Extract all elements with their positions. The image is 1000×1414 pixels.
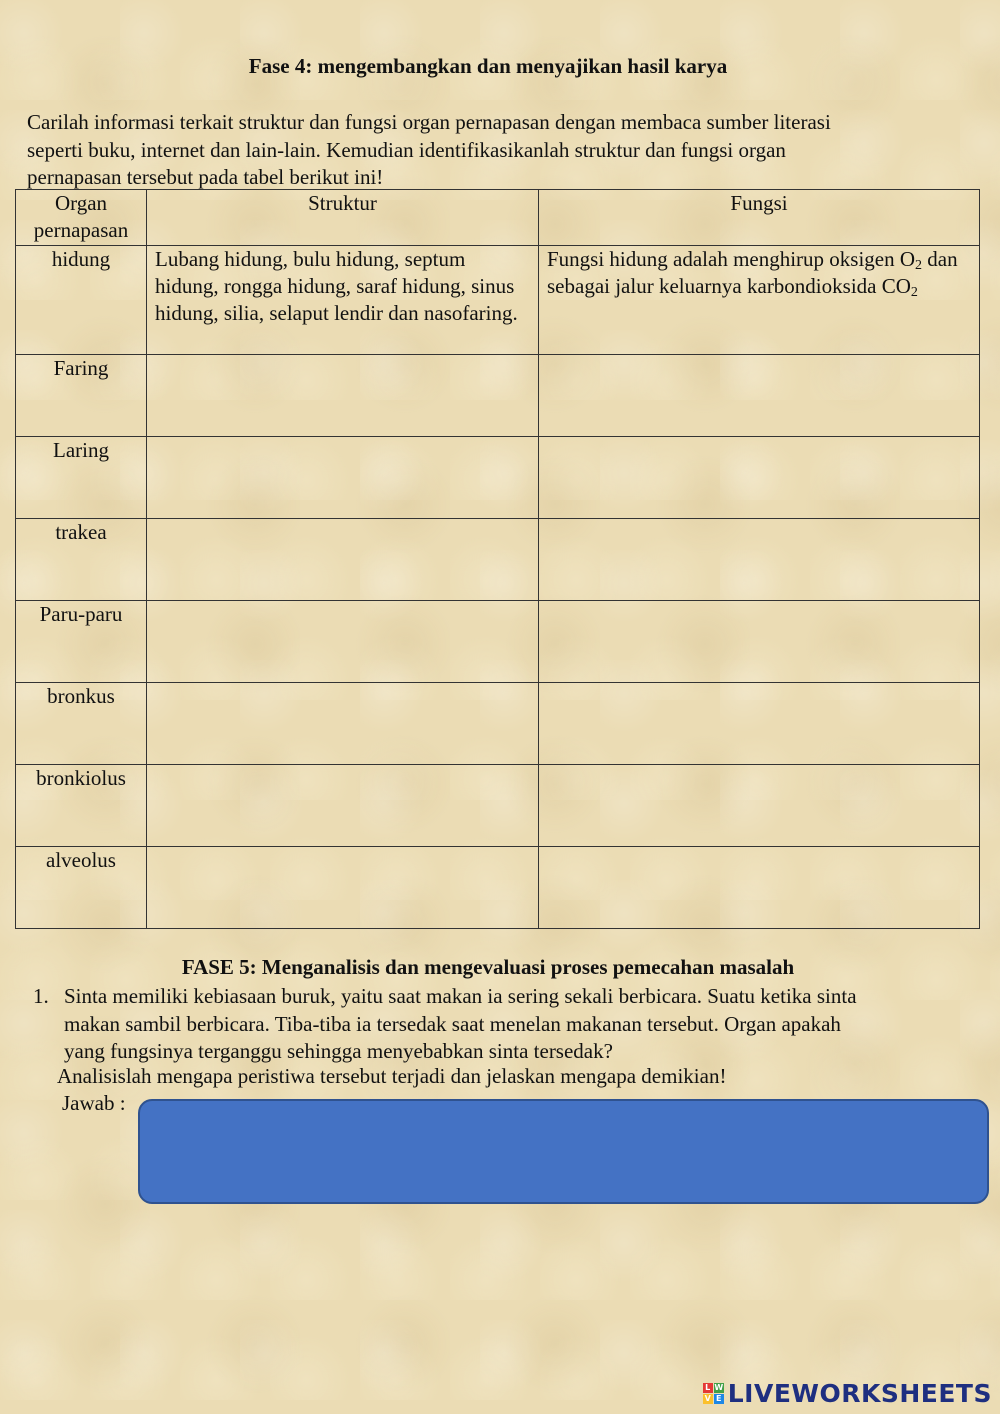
brand-name: LIVEWORKSHEETS xyxy=(727,1378,992,1408)
fungsi-answer-cell[interactable] xyxy=(539,683,980,765)
fungsi-answer-cell[interactable] xyxy=(539,765,980,847)
table-row xyxy=(16,765,980,847)
table-row xyxy=(16,847,980,929)
fungsi-text: Fungsi hidung adalah menghirup oksigen O xyxy=(547,247,916,271)
table-row xyxy=(16,519,980,601)
organ-cell: Paru-paru xyxy=(16,601,147,683)
question-line: Sinta memiliki kebiasaan buruk, yaitu saat makan ia sering sekali berbicara. Suatu ketika sinta xyxy=(64,984,857,1008)
organ-cell: alveolus xyxy=(16,847,147,929)
table-header-row xyxy=(16,190,980,246)
header-organ-line: pernapasan xyxy=(33,218,129,242)
intro-line: pernapasan tersebut pada tabel berikut ini! xyxy=(27,165,384,189)
organ-cell: Laring xyxy=(16,437,147,519)
fungsi-text: dan sebagai jalur keluarnya karbondioksida CO xyxy=(547,247,958,298)
logo-letter: W xyxy=(714,1383,724,1392)
struktur-answer-cell[interactable] xyxy=(147,765,539,847)
header-struktur: Struktur xyxy=(147,190,539,246)
section-title-fase5: FASE 5: Menganalisis dan mengevaluasi proses pemecahan masalah xyxy=(181,955,795,979)
logo-letter: V xyxy=(704,1394,711,1403)
fungsi-answer-cell[interactable] xyxy=(539,355,980,437)
struktur-answer-cell[interactable] xyxy=(147,355,539,437)
table-row-hidung xyxy=(16,246,980,355)
logo-letter: E xyxy=(714,1394,724,1404)
struktur-cell: Lubang hidung, bulu hidung, septum hidung, rongga hidung, saraf hidung, sinus hidung, silia, selaput lendir dan nasofaring. xyxy=(147,246,539,355)
struktur-answer-cell[interactable] xyxy=(147,847,539,929)
subscript: 2 xyxy=(915,258,923,273)
header-organ xyxy=(16,190,147,246)
logo-letter: L xyxy=(703,1383,713,1393)
fungsi-answer-cell[interactable] xyxy=(539,519,980,601)
question-text xyxy=(64,983,964,1066)
analysis-prompt: Analisislah mengapa peristiwa tersebut terjadi dan jelaskan mengapa demikian! xyxy=(57,1064,727,1088)
intro-line: seperti buku, internet dan lain-lain. Kemudian identifikasikanlah struktur dan fungsi organ xyxy=(27,137,786,162)
struktur-answer-cell[interactable] xyxy=(147,437,539,519)
question-line: makan sambil berbicara. Tiba-tiba ia tersedak saat menelan makanan tersebut. Organ apakah xyxy=(64,1011,841,1036)
question-line: yang fungsinya terganggu sehingga menyebabkan sinta tersedak? xyxy=(64,1039,613,1063)
liveworksheets-icon xyxy=(703,1383,724,1404)
fungsi-answer-cell[interactable] xyxy=(539,601,980,683)
organ-cell: trakea xyxy=(16,519,147,601)
subscript: 2 xyxy=(910,285,918,300)
header-organ-line: Organ xyxy=(54,191,108,215)
organ-table xyxy=(15,189,980,929)
answer-label: Jawab : xyxy=(62,1091,126,1115)
fungsi-cell xyxy=(539,246,980,355)
struktur-answer-cell[interactable] xyxy=(147,519,539,601)
organ-cell: hidung xyxy=(16,246,147,355)
answer-textbox[interactable] xyxy=(138,1099,989,1204)
table-row xyxy=(16,601,980,683)
organ-cell: bronkus xyxy=(16,683,147,765)
struktur-answer-cell[interactable] xyxy=(147,683,539,765)
fungsi-answer-cell[interactable] xyxy=(539,437,980,519)
table-row xyxy=(16,355,980,437)
page-title: Fase 4: mengembangkan dan menyajikan hasil karya xyxy=(248,54,728,78)
table-row xyxy=(16,683,980,765)
organ-cell: Faring xyxy=(16,355,147,437)
struktur-answer-cell[interactable] xyxy=(147,601,539,683)
header-fungsi: Fungsi xyxy=(539,190,980,246)
intro-line: Carilah informasi terkait struktur dan fungsi organ pernapasan dengan membaca sumber literasi xyxy=(27,110,831,134)
organ-cell: bronkiolus xyxy=(16,765,147,847)
table-row xyxy=(16,437,980,519)
fungsi-answer-cell[interactable] xyxy=(539,847,980,929)
intro-text xyxy=(27,109,967,192)
liveworksheets-logo xyxy=(703,1376,992,1410)
question-number: 1. xyxy=(33,984,49,1008)
